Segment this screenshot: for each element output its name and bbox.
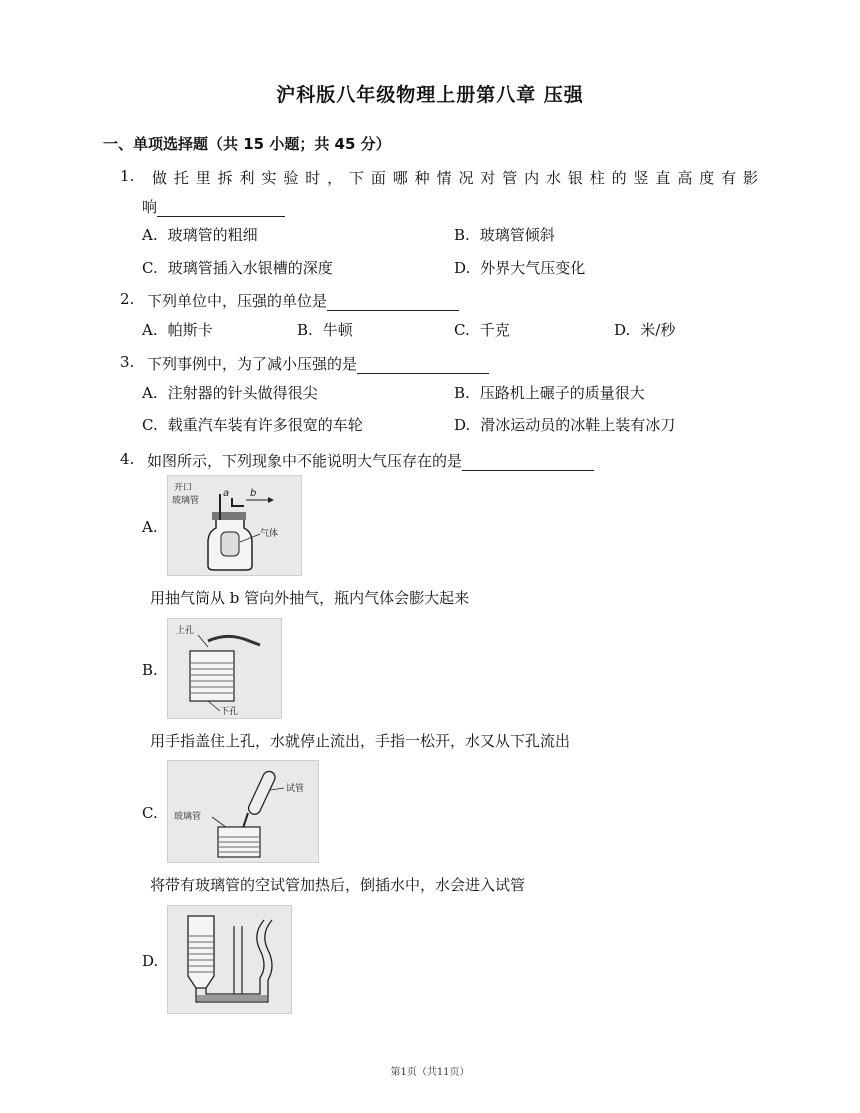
option-text: 外界大气压变化 (480, 259, 586, 277)
option-text: 帕斯卡 (167, 321, 213, 339)
q1-option-b[interactable] (454, 224, 555, 245)
q3-option-b[interactable] (454, 382, 645, 403)
question-3-number: 3. (120, 353, 135, 371)
q4-option-a-label[interactable]: A. (142, 518, 158, 536)
fig-a-a-label: a (223, 488, 230, 499)
option-text: 滑冰运动员的冰鞋上装有冰刀 (480, 416, 676, 434)
answer-blank[interactable] (327, 293, 459, 311)
q3-option-a[interactable] (142, 382, 318, 403)
fig-a-gas-label: 气体 (260, 529, 279, 539)
container-diagram (168, 619, 281, 718)
section-heading: 一、单项选择题（共 15 小题；共 45 分） (103, 135, 391, 153)
fig-c-testtube-label: 试管 (286, 784, 305, 794)
q4-option-c-label[interactable]: C. (142, 804, 158, 822)
option-letter: A. (142, 321, 158, 339)
question-1-text-line2-label: 响 (142, 198, 158, 216)
option-text: 米/秒 (640, 321, 676, 339)
answer-blank[interactable] (357, 356, 489, 374)
page-footer: 第1页（共11页） (390, 1067, 470, 1078)
option-letter: C. (454, 321, 470, 339)
page-title: 沪科版八年级物理上册第八章 压强 (276, 84, 584, 106)
option-text: 压路机上碾子的质量很大 (479, 384, 645, 402)
question-3-text (147, 353, 489, 374)
stopper (212, 512, 246, 520)
figure-b-container (167, 618, 282, 719)
arrow-head (268, 497, 274, 503)
answer-blank[interactable] (462, 453, 594, 471)
question-4-number: 4. (120, 450, 135, 468)
question-1-text-line2 (142, 196, 285, 217)
question-1-number: 1. (120, 167, 135, 185)
hand (208, 636, 260, 645)
balloon (221, 532, 239, 556)
pipe-water (197, 995, 267, 1001)
q4-option-b-caption: 用手指盖住上孔，水就停止流出，手指一松开，水又从下孔流出 (150, 732, 571, 750)
option-letter: B. (454, 226, 470, 244)
option-letter: D. (454, 416, 471, 434)
option-letter: D. (614, 321, 631, 339)
option-letter: A. (142, 226, 158, 244)
q2-option-b[interactable] (297, 319, 353, 340)
option-text: 玻璃管插入水银槽的深度 (167, 259, 333, 277)
q2-option-a[interactable] (142, 319, 213, 340)
q3-option-d[interactable] (454, 414, 675, 435)
q1-option-a[interactable] (142, 224, 258, 245)
q4-option-a-caption: 用抽气筒从 b 管向外抽气，瓶内气体会膨大起来 (150, 589, 470, 607)
option-text: 玻璃管倾斜 (479, 226, 555, 244)
question-3-text-label: 下列事例中，为了减小压强的是 (147, 355, 358, 373)
option-letter: A. (142, 384, 158, 402)
option-letter: C. (142, 416, 158, 434)
question-1-text-line1: 做托里拆利实验时，下面哪种情况对管内水银柱的竖直高度有影 (152, 169, 762, 187)
option-text: 千克 (479, 321, 510, 339)
fig-c-tube-label: 玻璃管 (174, 812, 202, 822)
answer-blank[interactable] (157, 199, 285, 217)
feeder-diagram (168, 906, 291, 1013)
fig-a-tube-label: 玻璃管 (172, 496, 200, 506)
option-letter: D. (454, 259, 471, 277)
question-2-number: 2. (120, 290, 135, 308)
q1-option-c[interactable] (142, 257, 333, 278)
question-2-text (147, 290, 459, 311)
q2-option-d[interactable] (614, 319, 675, 340)
q4-option-c-caption: 将带有玻璃管的空试管加热后，倒插水中，水会进入试管 (150, 876, 526, 894)
option-text: 注射器的针头做得很尖 (167, 384, 318, 402)
pipe-inner (206, 920, 264, 994)
inverted-bottle (188, 916, 214, 988)
figure-c-testtube (167, 760, 319, 863)
q4-option-d-label[interactable]: D. (142, 952, 159, 970)
figure-a-bottle (167, 475, 302, 576)
option-letter: B. (297, 321, 313, 339)
question-4-text-label: 如图所示，下列现象中不能说明大气压存在的是 (147, 452, 463, 470)
figure-d-bottle-feeder (167, 905, 292, 1014)
option-letter: C. (142, 259, 158, 277)
q3-option-c[interactable] (142, 414, 363, 435)
bottom-pointer (208, 701, 220, 711)
option-letter: B. (454, 384, 470, 402)
testtube-diagram (168, 761, 318, 862)
bottle-diagram (168, 476, 301, 575)
top-pointer (198, 635, 208, 647)
fig-b-bottom-label: 下孔 (220, 707, 239, 717)
question-4-text (147, 450, 594, 471)
q2-option-c[interactable] (454, 319, 510, 340)
question-2-text-label: 下列单位中，压强的单位是 (147, 292, 328, 310)
fig-b-top-label: 上孔 (176, 626, 195, 636)
option-text: 牛顿 (322, 321, 353, 339)
option-text: 载重汽车装有许多很宽的车轮 (167, 416, 363, 434)
fig-a-opening-label: 开口 (174, 483, 193, 493)
q1-option-d[interactable] (454, 257, 585, 278)
option-text: 玻璃管的粗细 (167, 226, 258, 244)
testtube (247, 769, 277, 816)
tube-b (232, 498, 244, 506)
q4-option-b-label[interactable]: B. (142, 661, 158, 679)
fig-a-b-label: b (250, 488, 257, 499)
